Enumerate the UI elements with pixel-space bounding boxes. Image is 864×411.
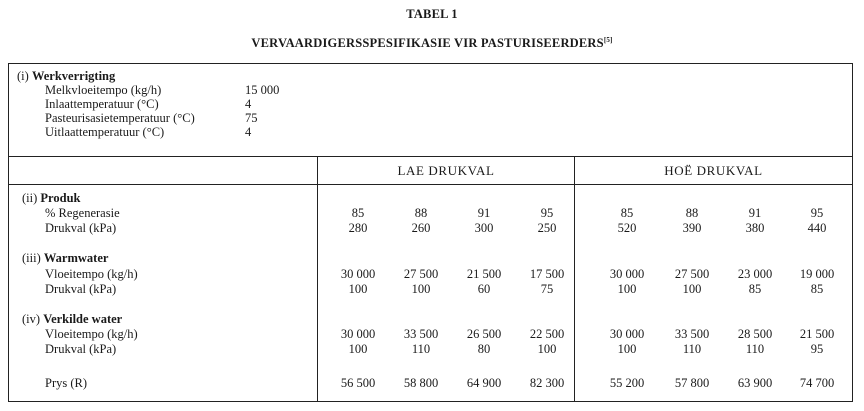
table-cell: 110 [745, 342, 765, 356]
table-cell: 100 [617, 282, 637, 296]
table-cell: 91 [748, 206, 762, 220]
table-frame [8, 63, 853, 402]
section-prefix: (iv) [22, 312, 41, 326]
section-prefix: (ii) [22, 191, 38, 205]
table-cell: 440 [807, 221, 827, 235]
performance-value: 4 [245, 125, 252, 139]
table-cell: 56 500 [340, 376, 376, 390]
table-cell: 82 300 [529, 376, 565, 390]
section-title: Produk [40, 191, 81, 205]
table-cell: 33 500 [674, 327, 710, 341]
table-number: TABEL 1 [406, 7, 458, 21]
table-cell: 75 [540, 282, 554, 296]
table-cell: 17 500 [529, 267, 565, 281]
table-cell: 250 [537, 221, 557, 235]
row-label: % Regenerasie [45, 206, 120, 220]
header-divider [9, 156, 852, 157]
table-title [0, 36, 864, 51]
section-prefix: (iii) [22, 251, 41, 265]
table-cell: 21 500 [466, 267, 502, 281]
group-header-low: LAE DRUKVAL [397, 163, 495, 178]
table-cell: 88 [685, 206, 699, 220]
group-header-high: HOË DRUKVAL [664, 163, 763, 178]
table-cell: 21 500 [799, 327, 835, 341]
table-cell: 280 [348, 221, 368, 235]
table-title-text: VERVAARDIGERSSPESIFIKASIE VIR PASTURISEERDERS [251, 36, 604, 50]
table-reference: [5] [603, 36, 613, 44]
table-cell: 27 500 [403, 267, 439, 281]
row-label: Drukval (kPa) [45, 342, 117, 356]
performance-value: 15 000 [245, 83, 280, 97]
table-cell: 85 [351, 206, 365, 220]
table-cell: 27 500 [674, 267, 710, 281]
performance-value: 75 [245, 111, 258, 125]
performance-label: Melkvloeitempo (kg/h) [45, 83, 162, 97]
table-cell: 22 500 [529, 327, 565, 341]
table-cell: 95 [810, 342, 824, 356]
performance-title: Werkverrigting [31, 69, 116, 83]
section-heading-product [22, 191, 80, 205]
table-cell: 300 [474, 221, 494, 235]
table-cell: 110 [682, 342, 702, 356]
table-cell: 60 [477, 282, 491, 296]
performance-label: Inlaattemperatuur (°C) [45, 97, 159, 111]
table-cell: 100 [682, 282, 702, 296]
table-cell: 64 900 [466, 376, 502, 390]
performance-label: Pasteurisasietemperatuur (°C) [45, 111, 195, 125]
column-divider-left [317, 156, 318, 401]
row-label: Drukval (kPa) [45, 282, 117, 296]
table-cell: 26 500 [466, 327, 502, 341]
row-label: Drukval (kPa) [45, 221, 117, 235]
section-title: Warmwater [43, 251, 109, 265]
price-label: Prys (R) [45, 376, 88, 390]
table-cell: 100 [348, 282, 368, 296]
table-cell: 85 [620, 206, 634, 220]
table-cell: 30 000 [340, 267, 376, 281]
table-cell: 19 000 [799, 267, 835, 281]
table-cell: 33 500 [403, 327, 439, 341]
table-cell: 30 000 [340, 327, 376, 341]
table-cell: 95 [540, 206, 554, 220]
table-cell: 30 000 [609, 267, 645, 281]
table-cell: 85 [810, 282, 824, 296]
table-cell: 100 [537, 342, 557, 356]
table-cell: 520 [617, 221, 637, 235]
table-cell: 63 900 [737, 376, 773, 390]
section-heading-warmwater [22, 251, 108, 265]
table-cell: 58 800 [403, 376, 439, 390]
table-cell: 100 [617, 342, 637, 356]
table-cell: 100 [348, 342, 368, 356]
group-header-divider [9, 184, 852, 185]
row-label: Vloeitempo (kg/h) [45, 327, 138, 341]
table-cell: 260 [411, 221, 431, 235]
table-cell: 85 [748, 282, 762, 296]
table-cell: 57 800 [674, 376, 710, 390]
performance-label: Uitlaattemperatuur (°C) [45, 125, 165, 139]
table-cell: 95 [810, 206, 824, 220]
table-cell: 23 000 [737, 267, 773, 281]
table-cell: 100 [411, 282, 431, 296]
performance-prefix: (i) [17, 69, 29, 83]
row-label: Vloeitempo (kg/h) [45, 267, 138, 281]
table-cell: 55 200 [609, 376, 645, 390]
table-cell: 80 [477, 342, 491, 356]
table-cell: 74 700 [799, 376, 835, 390]
table-cell: 88 [414, 206, 428, 220]
table-cell: 91 [477, 206, 491, 220]
table-cell: 30 000 [609, 327, 645, 341]
table-cell: 110 [411, 342, 431, 356]
table-cell: 380 [745, 221, 765, 235]
section-title: Verkilde water [43, 312, 123, 326]
table-cell: 28 500 [737, 327, 773, 341]
table-cell: 390 [682, 221, 702, 235]
performance-value: 4 [245, 97, 252, 111]
section-heading-chilled-water [22, 312, 122, 326]
performance-heading [17, 69, 115, 83]
